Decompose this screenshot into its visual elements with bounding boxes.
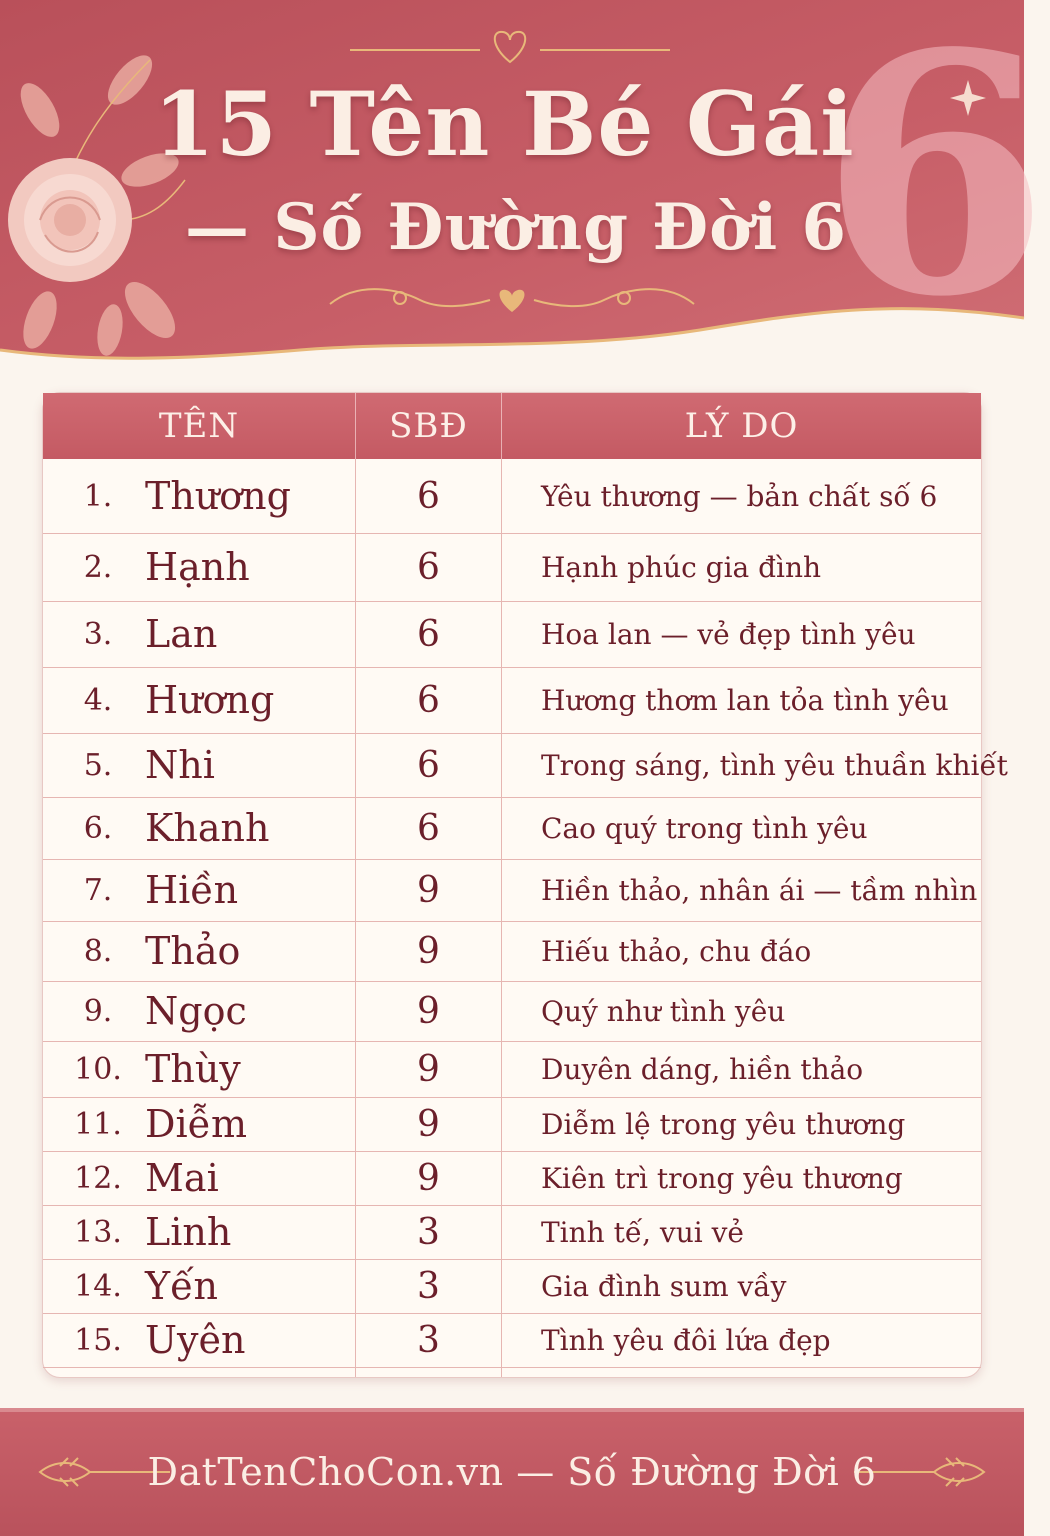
row-index: 11. [74,1106,122,1142]
row-index: 8. [83,933,113,969]
row-life-path-number: 6 [417,679,440,721]
column-header-number: SBĐ [389,406,468,446]
row-index: 10. [74,1051,122,1087]
row-name: Uyên [145,1318,246,1362]
row-reason: Tinh tế, vui vẻ [541,1215,744,1249]
row-name: Hương [145,678,275,722]
row-life-path-number: 9 [417,1157,440,1199]
row-index: 14. [74,1268,122,1304]
big-number-six: 6 [820,0,1050,369]
row-reason: Quý như tình yêu [541,994,786,1028]
row-name: Mai [145,1156,219,1200]
row-reason: Yêu thương — bản chất số 6 [541,479,938,513]
row-life-path-number: 9 [417,1048,440,1090]
row-reason: Hiếu thảo, chu đáo [541,934,812,968]
table-row [43,459,981,534]
row-reason: Diễm lệ trong yêu thương [541,1107,906,1141]
row-reason: Trong sáng, tình yêu thuần khiết [541,748,1008,782]
table-row [43,533,981,602]
footer-banner [0,1408,1024,1536]
row-index: 5. [83,747,113,783]
row-life-path-number: 6 [417,475,440,517]
row-index: 2. [83,549,113,585]
table-row [43,981,981,1042]
row-life-path-number: 3 [417,1265,440,1307]
row-name: Thùy [145,1047,241,1091]
table-row [43,797,981,860]
row-name: Nhi [145,743,215,787]
table-row [43,733,1008,798]
table-row [43,601,981,668]
row-reason: Hạnh phúc gia đình [541,550,822,584]
row-reason: Tình yêu đôi lứa đẹp [541,1323,831,1357]
row-index: 9. [83,993,113,1029]
row-life-path-number: 9 [417,990,440,1032]
row-reason: Kiên trì trong yêu thương [541,1161,903,1195]
row-life-path-number: 6 [417,613,440,655]
row-reason: Hiền thảo, nhân ái — tầm nhìn [541,873,978,907]
row-index: 13. [74,1214,122,1250]
column-header-reason: LÝ DO [684,406,799,446]
row-name: Lan [145,612,218,656]
table-row [43,1151,981,1206]
row-reason: Hoa lan — vẻ đẹp tình yêu [541,617,916,651]
table-row [43,1313,981,1368]
row-reason: Gia đình sum vầy [541,1269,787,1303]
row-life-path-number: 6 [417,744,440,786]
row-reason: Hương thơm lan tỏa tình yêu [541,683,949,717]
row-index: 4. [83,682,113,718]
row-life-path-number: 3 [417,1211,440,1253]
row-life-path-number: 9 [417,869,440,911]
row-life-path-number: 3 [417,1319,440,1361]
row-index: 15. [74,1322,122,1358]
row-reason: Cao quý trong tình yêu [541,811,868,845]
row-life-path-number: 9 [417,930,440,972]
names-table [42,392,1008,1378]
row-name: Hạnh [145,545,250,589]
row-index: 3. [83,616,113,652]
row-reason: Duyên dáng, hiền thảo [541,1052,864,1086]
table-row [43,1097,981,1152]
row-name: Hiền [145,868,239,912]
table-row [43,1205,981,1260]
table-header [43,393,981,459]
row-name: Diễm [145,1102,248,1146]
table-row [43,1259,981,1314]
row-life-path-number: 6 [417,807,440,849]
row-name: Khanh [145,806,270,850]
row-name: Linh [145,1210,232,1254]
row-index: 1. [83,478,113,514]
row-index: 6. [83,810,113,846]
row-life-path-number: 9 [417,1103,440,1145]
row-life-path-number: 6 [417,546,440,588]
row-name: Thảo [145,929,241,973]
page-subtitle: — Số Đường Đời 6 [185,190,847,265]
row-name: Thương [145,474,291,518]
row-name: Ngọc [145,989,247,1033]
page-title: 15 Tên Bé Gái [153,72,855,176]
header-banner [0,0,1050,380]
table-row [43,859,981,922]
row-index: 7. [83,872,113,908]
column-header-name: TÊN [158,406,240,446]
table-row [43,1041,981,1098]
table-row [43,921,981,982]
footer-text: DatTenChoCon.vn — Số Đường Đời 6 [147,1450,877,1494]
row-index: 12. [74,1160,122,1196]
table-row [43,667,981,734]
row-name: Yến [145,1264,218,1308]
